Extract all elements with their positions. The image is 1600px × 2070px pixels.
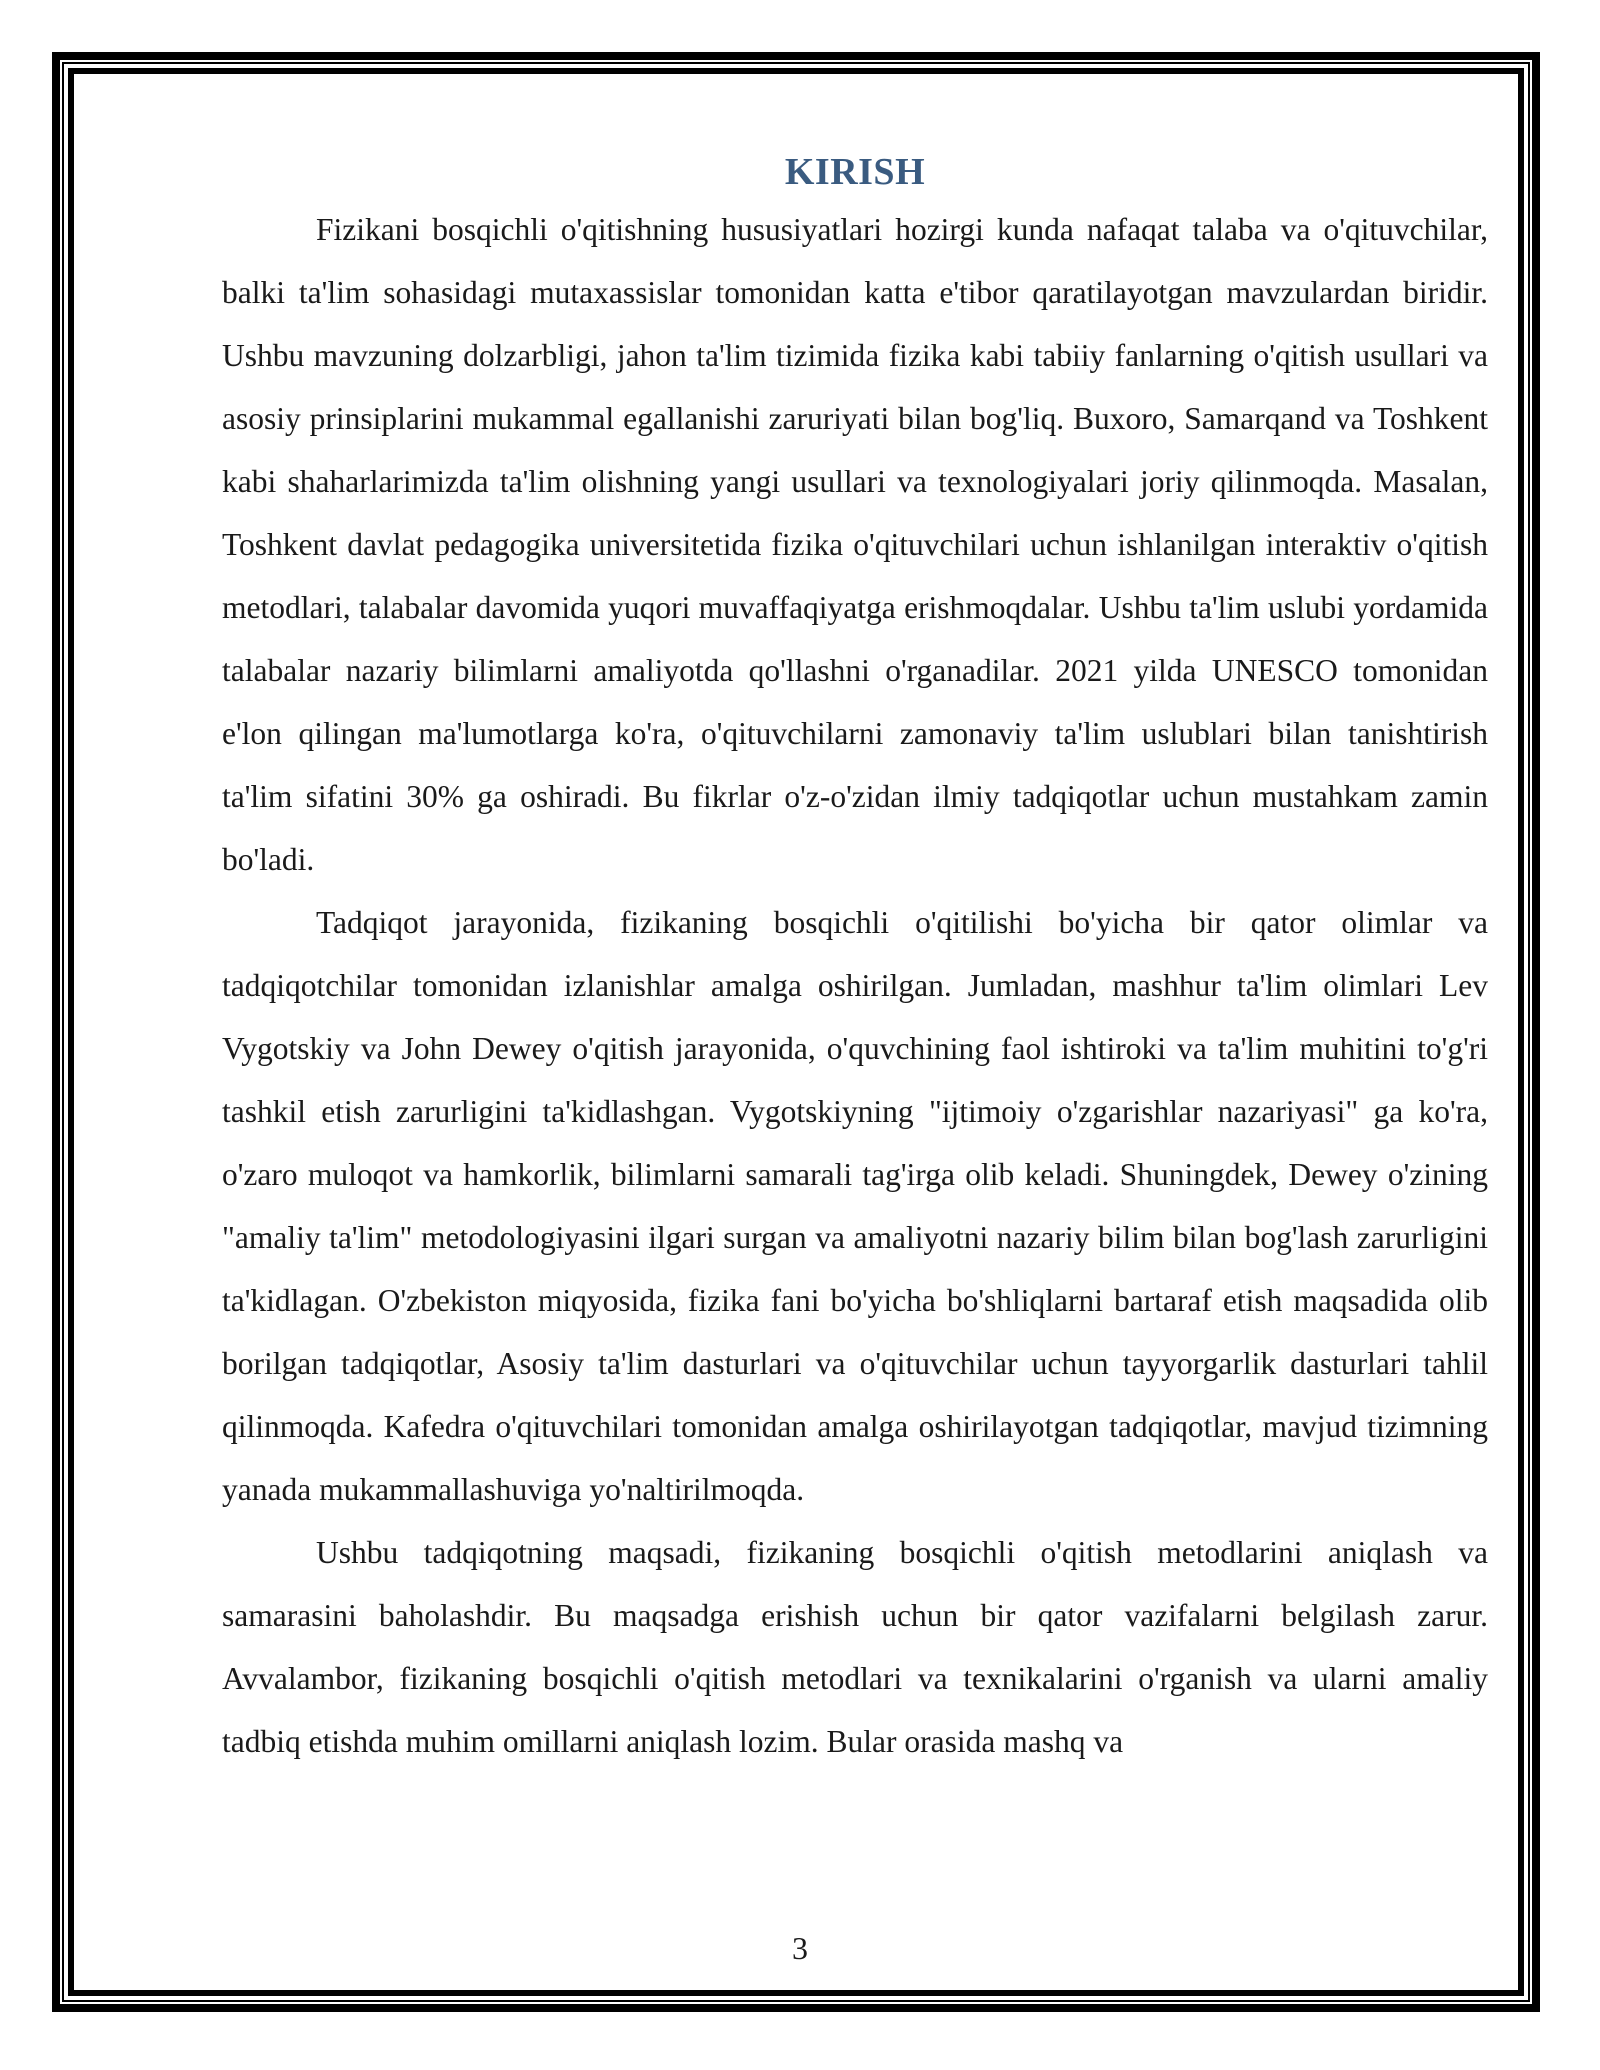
paragraph-1: Fizikani bosqichli o'qitishning hususiyatlari hozirgi kunda nafaqat talaba va o'qituvchilar, balki ta'lim sohasidagi mutaxassislar tomonidan katta e'tibor qaratilayotgan mavzulardan biridir. Ushbu mavzuning dolzarbligi, jahon ta'lim tizimida fizika kabi tabiiy fanlarning o'qitish usullari va asosiy prinsiplarini mukammal egallanishi zaruriyati bilan bog'liq. Buxoro, Samarqand va Toshkent kabi shaharlarimizda ta'lim olishning yangi usullari va texnologiyalari joriy qilinmoqda. Masalan, Toshkent davlat pedagogika universitetida fizika o'qituvchilari uchun ishlanilgan interaktiv o'qitish metodlari, talabalar davomida yuqori muvaffaqiyatga erishmoqdalar. Ushbu ta'lim uslubi yordamida talabalar nazariy bilimlarni amaliyotda qo'llashni o'rganadilar. 2021 yilda UNESCO tomonidan e'lon qilingan ma'lumotlarga ko'ra, o'qituvchilarni zamonaviy ta'lim uslublari bilan tanishtirish ta'lim sifatini 30% ga oshiradi. Bu fikrlar o'z-o'zidan ilmiy tadqiqotlar uchun mustahkam zamin bo'ladi. bbox=[222, 212, 1488, 877]
page-content bbox=[222, 148, 1488, 1773]
page-number: 3 bbox=[792, 1930, 808, 1966]
paragraph-2: Tadqiqot jarayonida, fizikaning bosqichli o'qitilishi bo'yicha bir qator olimlar va tadqiqotchilar tomonidan izlanishlar amalga oshirilgan. Jumladan, mashhur ta'lim olimlari Lev Vygotskiy va John Dewey o'qitish jarayonida, o'quvchining faol ishtiroki va ta'lim muhitini to'g'ri tashkil etish zarurligini ta'kidlashgan. Vygotskiyning "ijtimoiy o'zgarishlar nazariyasi" ga ko'ra, o'zaro muloqot va hamkorlik, bilimlarni samarali tag'irga olib keladi. Shuningdek, Dewey o'zining "amaliy ta'lim" metodologiyasini ilgari surgan va amaliyotni nazariy bilim bilan bog'lash zarurligini ta'kidlagan. O'zbekiston miqyosida, fizika fani bo'yicha bo'shliqlarni bartaraf etish maqsadida olib borilgan tadqiqotlar, Asosiy ta'lim dasturlari va o'qituvchilar uchun tayyorgarlik dasturlari tahlil qilinmoqda. Kafedra o'qituvchilari tomonidan amalga oshirilayotgan tadqiqotlar, mavjud tizimning yanada mukammallashuviga yo'naltirilmoqda. bbox=[222, 905, 1488, 1507]
paragraph-3: Ushbu tadqiqotning maqsadi, fizikaning bosqichli o'qitish metodlarini aniqlash va samarasini baholashdir. Bu maqsadga erishish uchun bir qator vazifalarni belgilash zarur. Avvalambor, fizikaning bosqichli o'qitish metodlari va texnikalarini o'rganish va ularni amaliy tadbiq etishda muhim omillarni aniqlash lozim. Bular orasida mashq va bbox=[222, 1535, 1488, 1759]
page-title: KIRISH bbox=[784, 151, 926, 193]
